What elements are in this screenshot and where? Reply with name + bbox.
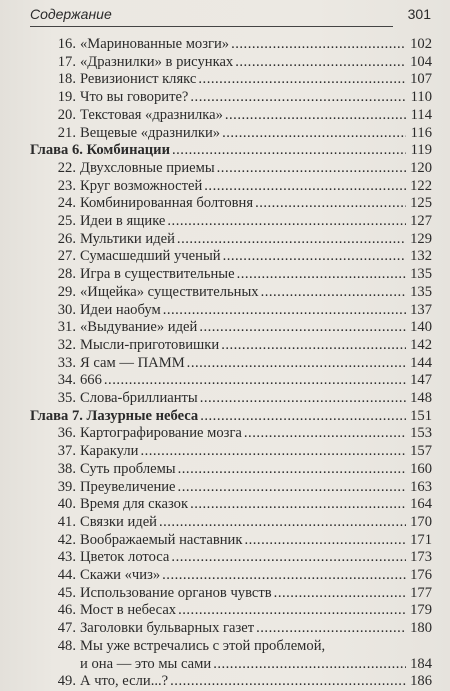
entry-page-number: 129: [410, 230, 432, 247]
entry-page-number: 107: [410, 71, 432, 88]
entry-page-number: 116: [410, 124, 432, 141]
entry-title: Заголовки бульварных газет: [80, 620, 255, 637]
entry-number: 42.: [57, 531, 76, 548]
entry-title: Ревизионист клякс: [80, 71, 197, 88]
entry-number: 17.: [57, 53, 76, 70]
chapter-title: Глава 7. Лазурные небеса: [30, 407, 199, 424]
entry-page-number: 153: [410, 425, 432, 442]
entry-page-number: 180: [410, 620, 432, 637]
entry-page-number: 144: [410, 354, 432, 371]
entry-title: Комбинированная болтовня: [80, 195, 254, 212]
entry-title: Игра в существительные: [80, 266, 235, 283]
entry-title: Использование органов чувств: [80, 584, 272, 601]
entry-page-number: 147: [410, 372, 432, 389]
chapter-title: Глава 6. Комбинации: [30, 142, 170, 159]
entry-title: Скажи «чиз»: [80, 567, 161, 583]
entry-title: «Маринованные мозги»: [80, 36, 230, 52]
entry-title: Вещевые «дразнилки»: [80, 124, 221, 141]
entry-page-number: 177: [410, 584, 432, 601]
entry-page-number: 142: [410, 336, 432, 353]
entry-page-number: 163: [410, 478, 432, 495]
entry-title: и она — это мы сами: [80, 655, 212, 672]
entry-title: Мультики идей: [80, 230, 175, 247]
entry-title: Суть проблемы: [80, 460, 176, 477]
entry-title: Двухсловные приемы: [80, 159, 215, 176]
entry-number: 24.: [57, 195, 76, 212]
entry-number: 25.: [57, 213, 76, 229]
entry-title: Цветок лотоса: [80, 549, 170, 566]
entry-title: Мы уже встречались с этой проблемой,: [80, 637, 326, 654]
entry-page-number: 125: [410, 195, 432, 212]
page-number: 301: [407, 6, 431, 22]
entry-page-number: 160: [410, 460, 432, 477]
entry-number: 29.: [57, 283, 76, 300]
entry-page-number: 140: [410, 319, 432, 336]
entry-number: 32.: [57, 336, 76, 353]
entry-page-number: 114: [410, 106, 432, 123]
entry-title: «Дразнилки» в рисунках: [80, 53, 234, 70]
entry-title: Идеи наобум: [80, 301, 161, 318]
entry-number: 49.: [57, 673, 76, 690]
entry-number: 16.: [57, 36, 76, 52]
entry-page-number: 119: [410, 142, 432, 159]
entry-number: 23.: [57, 177, 76, 194]
entry-number: 18.: [57, 71, 76, 88]
running-title: Содержание: [30, 6, 112, 22]
entry-title: Слова-бриллианты: [80, 390, 198, 406]
entry-title: Я сам — ПАММ: [80, 354, 185, 371]
entry-number: 21.: [57, 124, 76, 141]
entry-number: 34.: [57, 372, 76, 389]
entry-number: 38.: [57, 460, 76, 477]
entry-number: 28.: [57, 266, 76, 283]
entry-title: Связки идей: [80, 513, 157, 530]
entry-title: 666: [80, 372, 102, 389]
dot-leader: [170, 671, 406, 691]
entry-number: 37.: [57, 443, 76, 460]
entry-page-number: 122: [410, 177, 432, 194]
entry-page-number: 157: [410, 443, 432, 460]
entry-title: Мост в небесах: [80, 602, 177, 619]
entry-number: 48.: [57, 637, 76, 654]
entry-number: 22.: [57, 159, 76, 176]
entry-number: 20.: [57, 106, 76, 123]
entry-number: 33.: [57, 354, 76, 371]
entry-page-number: 164: [410, 496, 432, 513]
entry-number: 40.: [57, 496, 76, 513]
entry-page-number: 176: [410, 567, 432, 583]
entry-number: 26.: [57, 230, 76, 247]
entry-title: Преувеличение: [80, 478, 176, 495]
entry-title: Сумасшедший ученый: [80, 248, 221, 265]
entry-page-number: 120: [410, 159, 432, 176]
entry-number: 19.: [57, 89, 76, 106]
entry-title: «Выдувание» идей: [80, 319, 198, 336]
entry-page-number: 137: [410, 301, 432, 318]
entry-page-number: 110: [410, 89, 432, 106]
entry-page-number: 135: [410, 266, 432, 283]
entry-title: Картографирование мозга: [80, 425, 242, 442]
entry-title: «Ищейка» существительных: [80, 283, 259, 300]
entry-number: 39.: [57, 478, 76, 495]
entry-title: Мысли-приготовишки: [80, 336, 220, 353]
entry-page-number: 186: [410, 673, 432, 690]
entry-page-number: 148: [410, 390, 432, 406]
entry-title: Время для сказок: [80, 496, 189, 513]
entry-title: Что вы говорите?: [80, 89, 189, 106]
entry-page-number: 102: [410, 36, 432, 52]
entry-page-number: 151: [410, 407, 432, 424]
entry-number: 43.: [57, 549, 76, 566]
entry-number: 44.: [57, 567, 76, 583]
entry-title: Каракули: [80, 443, 139, 460]
entry-number: 45.: [57, 584, 76, 601]
entry-page-number: 104: [410, 53, 432, 70]
entry-page-number: 173: [410, 549, 432, 566]
entry-title: Воображаемый наставник: [80, 531, 243, 548]
entry-title: А что, если...?: [80, 673, 169, 690]
entry-number: 30.: [57, 301, 76, 318]
entry-number: 27.: [57, 248, 76, 265]
entry-number: 31.: [57, 319, 76, 336]
entry-title: Круг возможностей: [80, 177, 203, 194]
entry-page-number: 127: [410, 213, 432, 229]
entry-number: 36.: [57, 425, 76, 442]
entry-page-number: 132: [410, 248, 432, 265]
entry-title: Текстовая «дразнилка»: [80, 106, 223, 123]
entry-number: 47.: [57, 620, 76, 637]
entry-page-number: 184: [410, 655, 432, 672]
entry-page-number: 171: [410, 531, 432, 548]
entry-page-number: 170: [410, 513, 432, 530]
entry-number: 41.: [57, 513, 76, 530]
toc-entry: [0, 671, 450, 691]
entry-number: 35.: [57, 390, 76, 406]
entry-number: 46.: [57, 602, 76, 619]
entry-page-number: 179: [410, 602, 432, 619]
entry-title: Идеи в ящике: [80, 213, 166, 229]
entry-page-number: 135: [410, 283, 432, 300]
